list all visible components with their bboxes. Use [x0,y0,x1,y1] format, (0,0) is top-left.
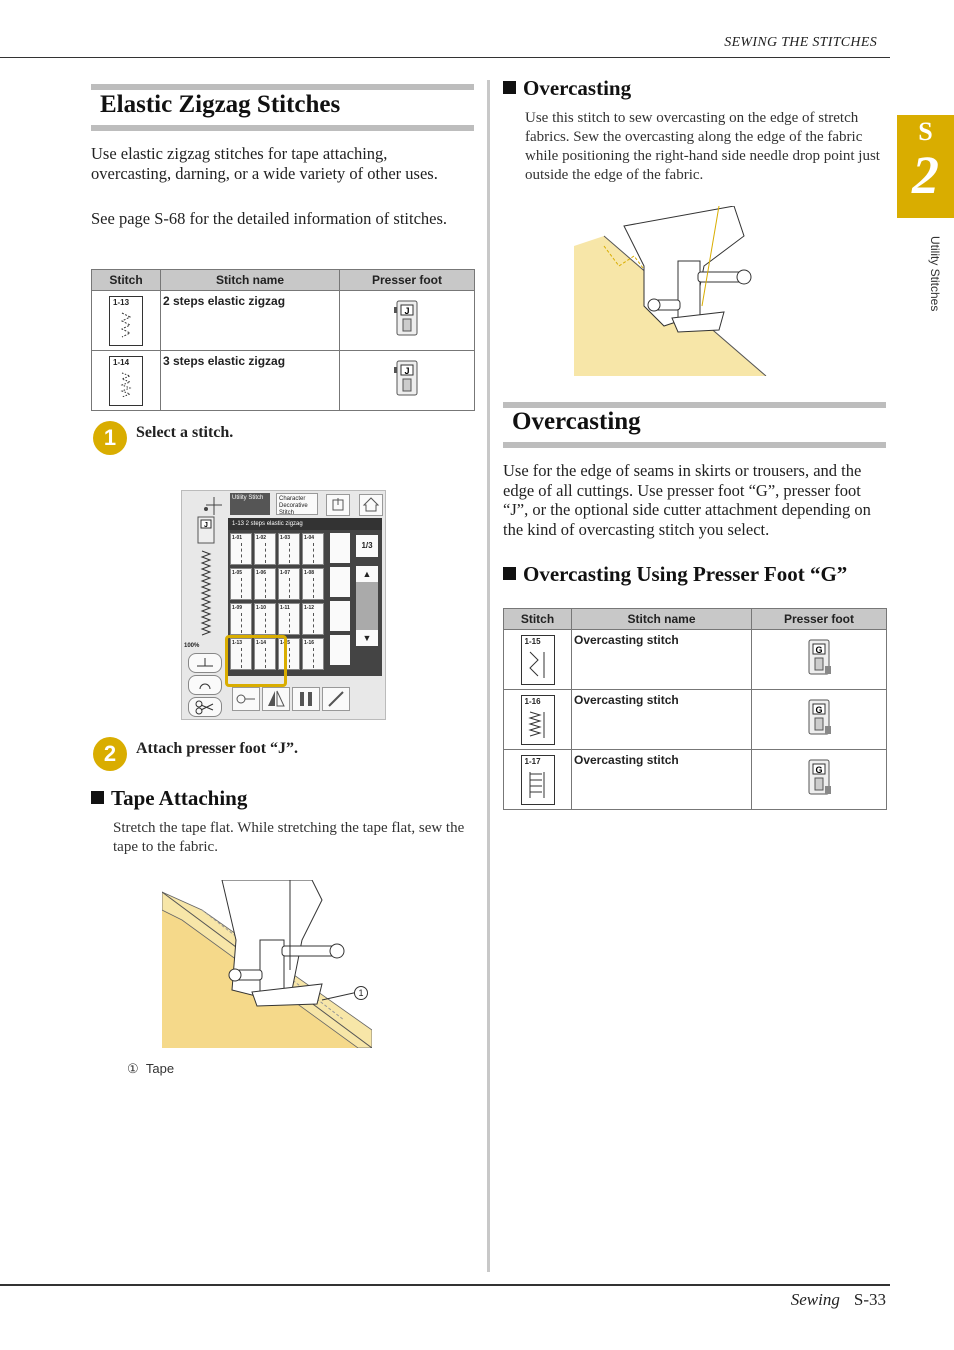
stitch-key-code: 1-02 [256,535,267,541]
step-1-text: Select a stitch. [136,424,234,441]
stitch-pattern-icon [110,309,142,343]
foot-cell [340,291,475,351]
table-row [504,690,887,750]
stitch-key-pattern [241,543,243,563]
stitch-key[interactable] [278,603,300,635]
stitch-key-code: 1-12 [304,605,315,611]
stitch-key-pattern [313,543,315,563]
col-presser-foot: Presser foot [752,609,887,630]
presser-foot-letter: G [815,705,823,715]
stitch-pattern-icon [522,768,554,802]
chapter-side-label: Utility Stitches [928,236,942,312]
presser-foot-letter: J [204,522,208,529]
foot-cell [340,351,475,411]
home-icon [360,495,382,515]
elastic-intro: Use elastic zigzag stitches for tape attaching, overcasting, darning, or a wide variety of other uses. [91,144,438,183]
presser-foot-letter: J [404,306,410,316]
stitch-key[interactable] [278,568,300,600]
tape-attaching-illustration [162,880,372,1048]
overcasting-stitch-table [503,608,887,810]
stitch-cell [92,351,161,411]
table-row [92,291,475,351]
tool-button[interactable] [232,687,260,711]
stitch-icon [521,695,555,745]
stitch-name: 3 steps elastic zigzag [161,351,340,411]
stitch-pattern-icon [522,648,554,682]
sewing-overcast-illustration [574,206,770,376]
stitch-name: Overcasting stitch [572,750,752,810]
caption-number: ① [127,1061,139,1076]
stitch-code: 1-17 [524,757,541,766]
presser-foot-icon [393,299,421,337]
stitch-key-code: 1-08 [304,570,315,576]
bottom-toolbar [228,683,382,713]
stitch-key-pattern [313,613,315,633]
presser-foot-j-indicator [194,515,218,545]
stitch-icon [109,356,143,406]
stitch-key-code: 1-14 [256,640,267,646]
stitch-icon [109,296,143,346]
col-stitch: Stitch [504,609,572,630]
stitch-key[interactable] [302,638,324,670]
stitch-key-code: 1-11 [280,605,290,611]
stitch-edit-button[interactable] [322,687,350,711]
presser-foot-icon [805,638,833,676]
overcasting-g-heading [503,562,847,587]
chapter-letter: S [918,117,933,146]
page-indicator: 1/3 [356,535,378,557]
stitch-key[interactable] [278,533,300,565]
scroll-up-button[interactable] [356,566,378,582]
stitch-key-pattern [265,613,267,633]
stitch-key-pattern [265,543,267,563]
foot-cell [752,630,887,690]
stitch-key[interactable] [230,603,252,635]
stitch-key-code: 1-09 [232,605,243,611]
overcasting-subheading [503,76,631,101]
stitch-pattern-icon [110,369,142,403]
tape-caption [127,1061,174,1077]
foot-cell [752,750,887,810]
presser-foot-letter: G [815,765,823,775]
tape-callout-number: 1 [354,986,368,1000]
mirror-button[interactable] [262,687,290,711]
stitch-grid-extra-column [330,533,350,673]
twin-needle-icon [293,688,319,710]
stitch-code: 1-14 [113,358,130,367]
presser-foot-icon [805,698,833,736]
presser-foot-icon [805,758,833,796]
reverse-stitch-button[interactable] [188,675,222,695]
tab-utility-stitch[interactable]: Utility Stitch [230,493,270,515]
section-rule-top [91,84,474,90]
stitch-icon [521,635,555,685]
home-button[interactable] [359,494,383,516]
section-rule-bottom [91,125,474,131]
bullet-square-icon [503,81,516,94]
table-row [92,351,475,411]
step-1-badge: 1 [93,421,127,455]
thread-cutter-button[interactable] [188,697,222,717]
stitch-code: 1-15 [524,637,541,646]
header-rule [0,57,890,58]
chapter-tab [897,115,954,218]
footer-rule [0,1284,890,1286]
presser-foot-letter: G [815,645,823,655]
zoom-level: 100% [184,643,200,649]
stitch-key-code: 1-04 [304,535,315,541]
table-row [504,750,887,810]
stitch-key-code: 1-15 [280,640,291,646]
scroll-down-button[interactable] [356,630,378,646]
triangle-up-icon: ▲ [362,569,372,579]
stitch-key-code: 1-13 [232,640,243,646]
triangle-down-icon: ▼ [362,633,372,643]
pencil-icon [323,688,349,710]
stitch-pattern-icon [522,708,554,742]
overcasting-title: Overcasting [512,408,641,435]
stitch-key-code: 1-05 [232,570,243,576]
bullet-square-icon [503,567,516,580]
table-row [504,630,887,690]
needle-position-button[interactable] [188,653,222,673]
stitch-cell [504,750,572,810]
overcasting-illustration [574,206,770,376]
stitch-key[interactable] [254,603,276,635]
elastic-see-page: See page S-68 for the detailed information of stitches. [91,209,448,228]
col-stitch-name: Stitch name [572,609,752,630]
key-icon [233,688,259,710]
section-rule-bottom [503,442,886,448]
tab-character-decorative[interactable]: Character Decorative Stitch [276,493,318,515]
mirror-icon [263,688,289,710]
stitch-key[interactable] [254,533,276,565]
stitch-cell [504,690,572,750]
stitch-key[interactable] [330,601,350,631]
page-footer [791,1290,886,1310]
step-2-text: Attach presser foot “J”. [136,740,299,757]
col-stitch-name: Stitch name [161,270,340,291]
selected-stitch-label: 1-13 2 steps elastic zigzag [228,518,382,530]
stitch-key-pattern [289,543,291,563]
needle-position-icon [189,654,221,672]
stitch-cell [504,630,572,690]
stitch-name: 2 steps elastic zigzag [161,291,340,351]
chapter-number: 2 [912,145,939,205]
stitch-key-pattern [289,648,291,668]
tape-attaching-heading-text: Tape Attaching [111,786,248,810]
overcasting-subheading-text: Overcasting [523,76,632,100]
stitch-key-code: 1-10 [256,605,267,611]
stitch-key-pattern [289,578,291,598]
scissors-icon [189,698,221,716]
twin-needle-button[interactable] [292,687,320,711]
memory-icon [327,495,349,515]
stitch-code: 1-16 [524,697,541,706]
stitch-key-code: 1-07 [280,570,291,576]
reverse-icon [189,676,221,694]
stitch-cell [92,291,161,351]
stitch-key[interactable] [254,568,276,600]
presser-foot-icon [393,359,421,397]
overcasting-sub-text: Use this stitch to sew overcasting on the edge of stretch fabrics. Sew the overcasting along the edge of the fabric while positioning the right-hand side needle drop point just outside the edge of the fabric. [525,110,880,183]
running-title: SEWING THE STITCHES [724,35,877,50]
column-divider [487,80,490,1272]
stitch-icon [521,755,555,805]
stitch-preview-icon [198,549,214,639]
page-number: S-33 [853,1290,886,1309]
overcasting-intro: Use for the edge of seams in skirts or trousers, and the edge of all cuttings. Use presser foot “G”, presser foot “J”, or the optional side cutter attachment depending on the kind of overcasting stitch you select. [503,461,871,539]
stitch-key-pattern [313,648,315,668]
stitch-key[interactable] [302,568,324,600]
memory-button[interactable] [326,494,350,516]
stitch-name: Overcasting stitch [572,630,752,690]
stitch-key[interactable] [230,533,252,565]
footer-section: Sewing [790,1290,840,1309]
presser-foot-letter: J [404,366,410,376]
stitch-selection-screen [181,490,386,720]
stitch-key[interactable] [330,567,350,597]
col-presser-foot: Presser foot [340,270,475,291]
tape-attaching-text: Stretch the tape flat. While stretching the tape flat, sew the tape to the fabric. [113,820,465,855]
tape-attaching-heading [91,786,247,811]
stitch-name: Overcasting stitch [572,690,752,750]
foot-cell [752,690,887,750]
selection-highlight [225,635,287,687]
overcasting-g-heading-text: Overcasting Using Presser Foot “G” [523,562,848,586]
stitch-code: 1-13 [113,298,130,307]
col-stitch: Stitch [92,270,161,291]
stitch-key[interactable] [302,603,324,635]
stitch-key[interactable] [330,533,350,563]
elastic-title: Elastic Zigzag Stitches [100,91,341,118]
stitch-key[interactable] [230,568,252,600]
stitch-key-code: 1-16 [304,640,315,646]
stitch-key-pattern [289,613,291,633]
stitch-key-code: 1-03 [280,535,291,541]
stitch-key-pattern [241,613,243,633]
stitch-key-pattern [265,578,267,598]
elastic-stitch-table [91,269,475,411]
stitch-key[interactable] [302,533,324,565]
stitch-key-pattern [313,578,315,598]
stitch-key-code: 1-01 [232,535,243,541]
step-2-badge: 2 [93,737,127,771]
bullet-square-icon [91,791,104,804]
stitch-key-pattern [241,578,243,598]
stitch-key-code: 1-06 [256,570,267,576]
caption-text: Tape [145,1061,175,1076]
sewing-tape-illustration [162,880,372,1048]
stitch-key[interactable] [330,635,350,665]
